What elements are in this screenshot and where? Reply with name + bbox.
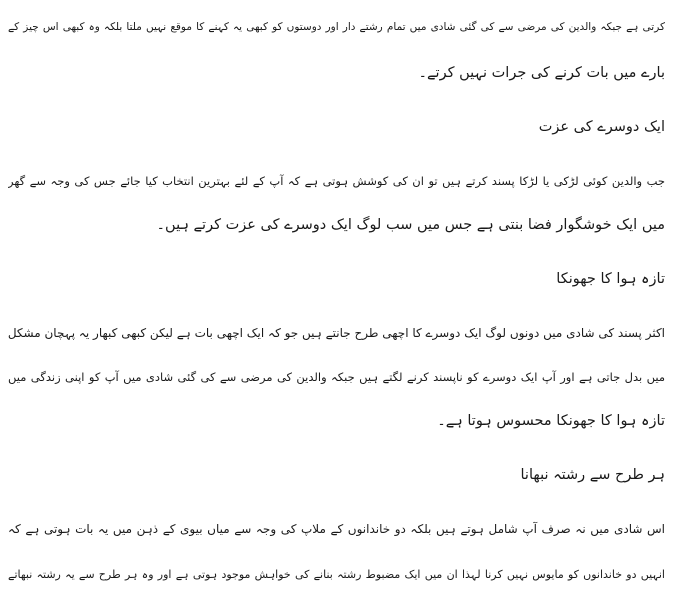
paragraph-1-line-2: بارے میں بات کرنے کی جرات نہیں کرتے۔	[418, 65, 665, 81]
section-heading-mutual-respect: ایک دوسرے کی عزت	[538, 119, 665, 135]
paragraph-3-line-3: تازہ ہوا کا جھونکا محسوس ہوتا ہے۔	[437, 413, 665, 429]
paragraph-3-line-1: اکثر پسند کی شادی میں دونوں لوگ ایک دوسرے کا اچھی طرح جانتے ہیں جو کہ ایک اچھی بات ہے لیکن کبھی کبھار یہ پہچان مشکل	[8, 326, 665, 340]
paragraph-2-line-2: میں ایک خوشگوار فضا بنتی ہے جس میں سب لوگ ایک دوسرے کی عزت کرتے ہیں۔	[156, 217, 665, 233]
paragraph-3-line-2: میں بدل جاتی ہے اور آپ ایک دوسرے کو ناپسند کرنے لگتے ہیں جبکہ والدین کی مرضی سے کی گئی شادی میں آپ کو اپنی زندگی میں	[8, 370, 665, 384]
section-heading-fresh-air: تازہ ہوا کا جھونکا	[556, 271, 665, 287]
section-heading-maintaining-relationship: ہر طرح سے رشتہ نبھانا	[520, 467, 665, 483]
paragraph-4-line-2: انہیں دو خاندانوں کو مایوس نہیں کرنا لہذا ان میں ایک مضبوط رشتہ بنانے کی خواہش موجود ہوتی ہے اور وہ ہر طرح سے یہ رشتہ نبھاتے	[8, 568, 665, 581]
paragraph-2-line-1: جب والدین کوئی لڑکی یا لڑکا پسند کرتے ہیں تو ان کی کوشش ہوتی ہے کہ آپ کے لئے بہترین انتخاب کیا جائے جس کی وجہ سے گھر	[8, 174, 665, 188]
paragraph-4-line-1: اس شادی میں نہ صرف آپ شامل ہوتے ہیں بلکہ دو خاندانوں کے ملاپ کی وجہ سے میاں بیوی کے ذہن میں یہ بات ہوتی ہے کہ	[8, 522, 665, 536]
paragraph-1-line-1: کرتی ہے جبکہ والدین کی مرضی سے کی گئی شادی میں تمام رشتے دار اور دوستوں کو کبھی یہ کہنے کا موقع نہیں ملتا بلکہ وہ کبھی اس چیز کے	[8, 21, 665, 33]
